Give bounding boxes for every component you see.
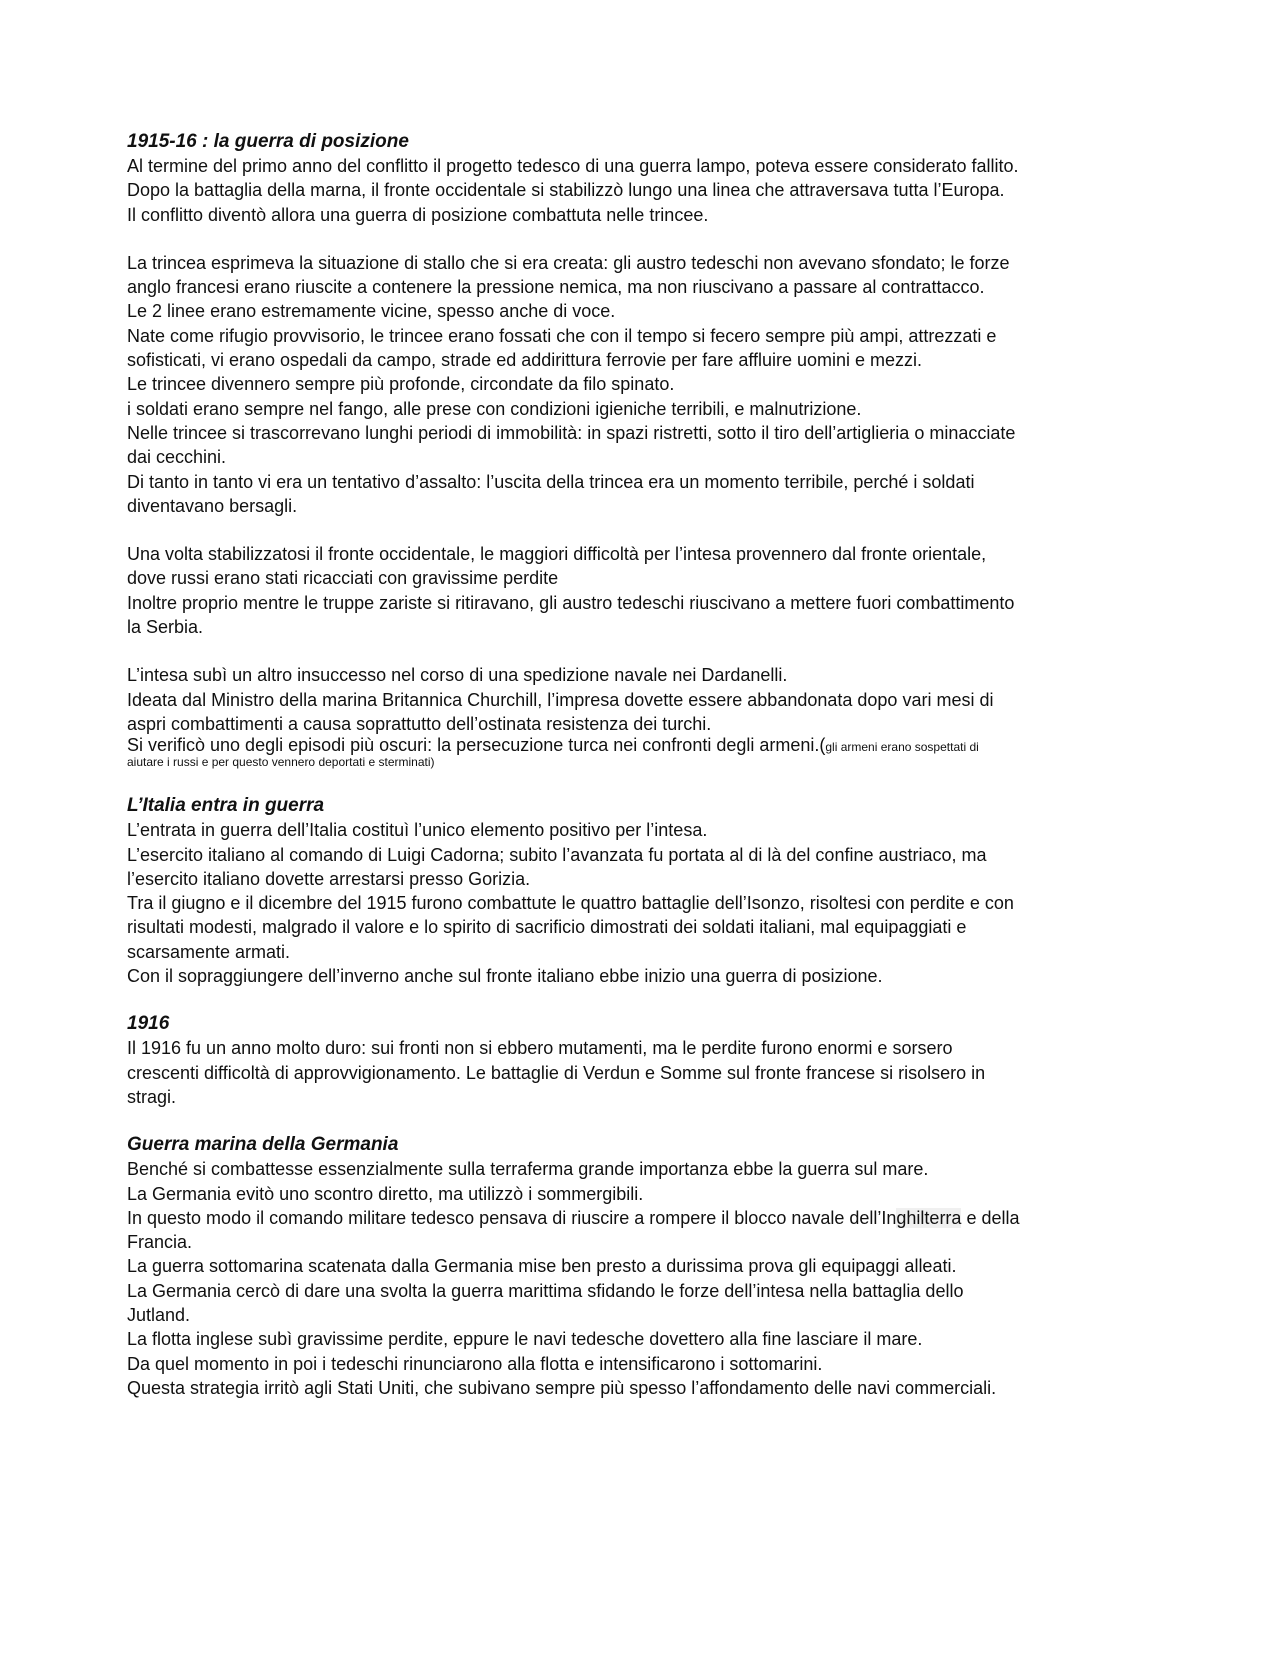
section-title-guerra-di-posizione: 1915-16 : la guerra di posizione	[127, 131, 409, 152]
paragraph-line: Dopo la battaglia della marna, il fronte occidentale si stabilizzò lungo una linea che attraversava tutta l’Europa.	[127, 180, 1005, 201]
paragraph-line: risultati modesti, malgrado il valore e lo spirito di sacrificio dimostrati dei soldati italiani, mal equipaggiati e	[127, 917, 967, 938]
paragraph-line: dove russi erano stati ricacciati con gravissime perdite	[127, 568, 559, 589]
paragraph-line: Il 1916 fu un anno molto duro: sui fronti non si ebbero mutamenti, ma le perdite furono enormi e sorsero	[127, 1038, 953, 1059]
paragraph-line: Nelle trincee si trascorrevano lunghi periodi di immobilità: in spazi ristretti, sotto il tiro dell’artiglieria o minacciate	[127, 422, 1016, 443]
spacer	[127, 988, 1157, 1012]
paragraph-line: Inoltre proprio mentre le truppe zariste si ritiravano, gli austro tedeschi riuscivano a mettere fuori combattimento	[127, 592, 1015, 613]
paragraph-line: Francia.	[127, 1232, 193, 1253]
paragraph-line: Tra il giugno e il dicembre del 1915 furono combattute le quattro battaglie dell’Isonzo, risoltesi con perdite e con	[127, 893, 1014, 914]
paragraph-line-highlighted	[127, 1206, 1157, 1230]
paragraph-text: e della	[961, 1207, 1020, 1228]
paragraph-line: crescenti difficoltà di approvvigionamento. Le battaglie di Verdun e Somme sul fronte francese si risolsero in	[127, 1062, 986, 1083]
paragraph-line-with-note	[127, 736, 1157, 755]
paragraph-line: L’esercito italiano al comando di Luigi Cadorna; subito l’avanzata fu portata al di là del confine austriaco, ma	[127, 844, 987, 865]
paragraph-line: Benché si combattesse essenzialmente sulla terraferma grande importanza ebbe la guerra sul mare.	[127, 1159, 929, 1180]
paragraph-line: Di tanto in tanto vi era un tentativo d’assalto: l’uscita della trincea era un momento terribile, perché i soldati	[127, 471, 975, 492]
paragraph-line: aspri combattimenti a causa soprattutto dell’ostinata resistenza dei turchi.	[127, 713, 712, 734]
spacer	[127, 518, 1157, 542]
paragraph-line: sofisticati, vi erano ospedali da campo, strade ed addirittura ferrovie per fare affluire uomini e mezzi.	[127, 350, 923, 371]
paragraph-text: Si verificò uno degli episodi più oscuri: la persecuzione turca nei confronti degli armeni.(	[127, 735, 826, 756]
paragraph-line: Da quel momento in poi i tedeschi rinunciarono alla flotta e intensificarono i sottomarini.	[127, 1353, 823, 1374]
paragraph-line: i soldati erano sempre nel fango, alle prese con condizioni igieniche terribili, e malnutrizione.	[127, 398, 862, 419]
section-title-italia-in-guerra: L’Italia entra in guerra	[127, 795, 325, 817]
paragraph-line: Le trincee divennero sempre più profonde, circondate da filo spinato.	[127, 374, 675, 395]
section-title-1916: 1916	[127, 1013, 170, 1035]
paragraph-line: L’intesa subì un altro insuccesso nel corso di una spedizione navale nei Dardanelli.	[127, 665, 788, 686]
section-title-guerra-marina: Guerra marina della Germania	[127, 1134, 399, 1156]
document-page	[127, 130, 1157, 1400]
paragraph-line: scarsamente armati.	[127, 941, 291, 962]
paragraph-line: stragi.	[127, 1086, 177, 1107]
paragraph-line: Al termine del primo anno del conflitto il progetto tedesco di una guerra lampo, poteva essere considerato fallito.	[127, 156, 1019, 176]
paragraph-line: La guerra sottomarina scatenata dalla Germania mise ben presto a durissima prova gli equipaggi alleati.	[127, 1256, 957, 1277]
paragraph-line: Con il sopraggiungere dell’inverno anche sul fronte italiano ebbe inizio una guerra di posizione.	[127, 966, 883, 987]
spacer	[127, 227, 1157, 251]
paragraph-line: dai cecchini.	[127, 447, 227, 468]
paragraph-line: La flotta inglese subì gravissime perdite, eppure le navi tedesche dovettero alla fine lasciare il mare.	[127, 1329, 923, 1350]
paragraph-line: Una volta stabilizzatosi il fronte occidentale, le maggiori difficoltà per l’intesa provennero dal fronte orientale,	[127, 544, 987, 565]
paragraph-line: Le 2 linee erano estremamente vicine, spesso anche di voce.	[127, 301, 616, 322]
paragraph-line: Ideata dal Ministro della marina Britannica Churchill, l’impresa dovette essere abbandonata dopo vari mesi di	[127, 689, 994, 710]
paragraph-line: la Serbia.	[127, 617, 204, 638]
spacer	[127, 770, 1157, 794]
paragraph-line: diventavano bersagli.	[127, 495, 298, 516]
footnote-text: gli armeni erano sospettati di	[825, 740, 979, 755]
spacer	[127, 1109, 1157, 1133]
paragraph-line: l’esercito italiano dovette arrestarsi presso Gorizia.	[127, 868, 531, 889]
paragraph-line: Il conflitto diventò allora una guerra di posizione combattuta nelle trincee.	[127, 204, 709, 225]
paragraph-line: La trincea esprimeva la situazione di stallo che si era creata: gli austro tedeschi non avevano sfondato; le forze	[127, 252, 1010, 273]
paragraph-line: Questa strategia irritò agli Stati Uniti, che subivano sempre più spesso l’affondamento delle navi commerciali.	[127, 1377, 997, 1398]
paragraph-text: In questo modo il comando militare tedesco pensava di riuscire a rompere il blocco navale dell’In	[127, 1207, 897, 1228]
paragraph-line: La Germania evitò uno scontro diretto, ma utilizzò i sommergibili.	[127, 1183, 644, 1204]
paragraph-line: L’entrata in guerra dell’Italia costituì l’unico elemento positivo per l’intesa.	[127, 820, 708, 841]
paragraph-line: anglo francesi erano riuscite a contenere la pressione nemica, ma non riuscivano a passare al contrattacco.	[127, 277, 985, 298]
highlighted-word: ghilterra	[896, 1207, 962, 1228]
paragraph-line: Nate come rifugio provvisorio, le trincee erano fossati che con il tempo si fecero sempre più ampi, attrezzati e	[127, 325, 997, 346]
footnote-line: aiutare i russi e per questo vennero deportati e sterminati)	[127, 755, 435, 770]
paragraph-line: Jutland.	[127, 1304, 191, 1325]
spacer	[127, 639, 1157, 663]
paragraph-line: La Germania cercò di dare una svolta la guerra marittima sfidando le forze dell’intesa nella battaglia dello	[127, 1280, 964, 1301]
